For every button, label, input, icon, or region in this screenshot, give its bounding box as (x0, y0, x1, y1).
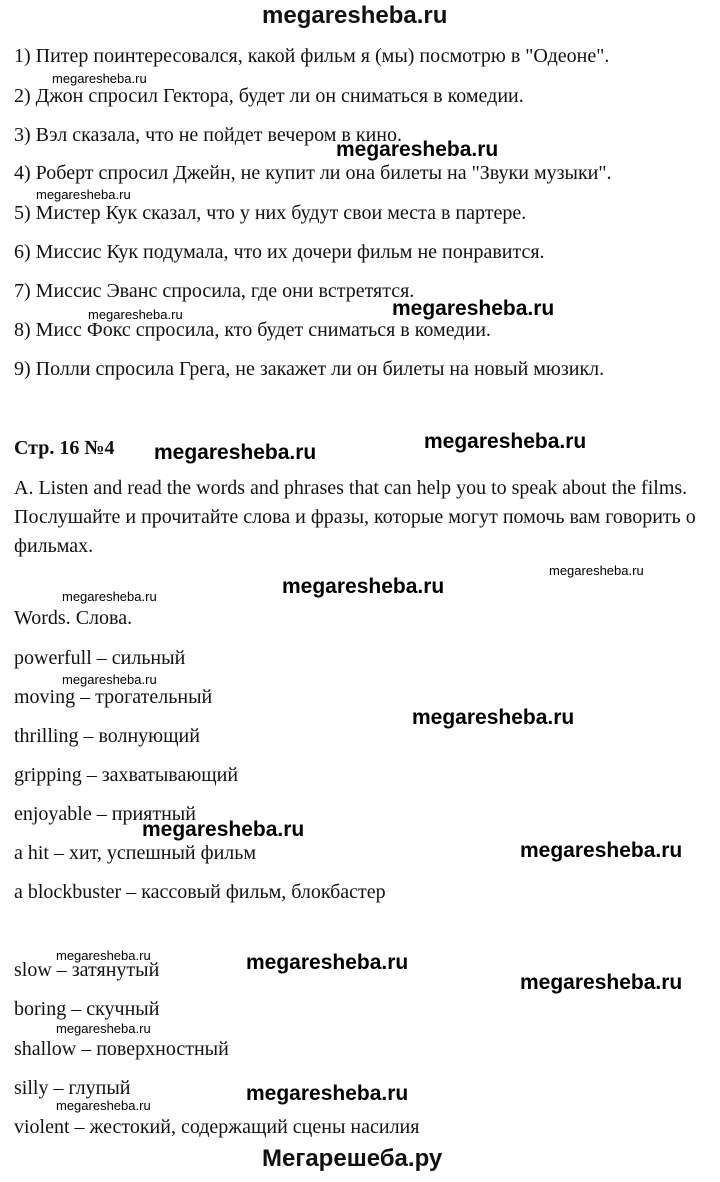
watermark-small: megaresheba.ru (56, 1098, 151, 1113)
word-item: enjoyable – приятный (14, 803, 196, 825)
word-item: thrilling – волнующий (14, 725, 200, 747)
words-label: Words. Слова. (14, 607, 133, 629)
watermark-small: megaresheba.ru (549, 563, 644, 578)
answer-7: 7) Миссис Эванс спросила, где они встретятся. (14, 280, 415, 302)
watermark: megaresheba.ru (282, 575, 445, 598)
word-item: slow – затянутый (14, 959, 160, 981)
answer-3: 3) Вэл сказала, что не пойдет вечером в кино. (14, 124, 402, 146)
word-item: shallow – поверхностный (14, 1038, 229, 1060)
word-item: powerfull – сильный (14, 647, 186, 669)
word-item: gripping – захватывающий (14, 764, 239, 786)
answer-1: 1) Питер поинтересовался, какой фильм я (мы) посмотрю в "Одеоне". (14, 45, 610, 67)
word-item: a hit – хит, успешный фильм (14, 842, 257, 864)
answer-5: 5) Мистер Кук сказал, что у них будут свои места в партере. (14, 202, 527, 224)
watermark: megaresheba.ru (336, 138, 499, 161)
answer-8: 8) Мисс Фокс спросила, кто будет сниматься в комедии. (14, 319, 491, 341)
word-item: a blockbuster – кассовый фильм, блокбастер (14, 881, 386, 903)
header-site-title: megaresheba.ru (262, 2, 448, 29)
watermark-small: megaresheba.ru (62, 589, 157, 604)
answer-4: 4) Роберт спросил Джейн, не купит ли она билеты на "Звуки музыки". (14, 162, 612, 184)
watermark-small: megaresheba.ru (36, 187, 131, 202)
answer-6: 6) Миссис Кук подумала, что их дочери фильм не понравится. (14, 241, 545, 263)
word-item: silly – глупый (14, 1077, 131, 1099)
task-text: A. Listen and read the words and phrases that can help you to speak about the films. Послушайте и прочитайте слова и фразы, которые могут помочь вам говорить о фильмах. (14, 477, 696, 557)
section-heading: Стр. 16 №4 (14, 437, 115, 459)
word-item: violent – жестокий, содержащий сцены насилия (14, 1116, 420, 1138)
watermark: megaresheba.ru (142, 818, 305, 841)
watermark: megaresheba.ru (412, 706, 575, 729)
watermark-small: megaresheba.ru (56, 948, 151, 963)
answer-2: 2) Джон спросил Гектора, будет ли он сниматься в комедии. (14, 85, 524, 107)
watermark-small: megaresheba.ru (52, 71, 147, 86)
watermark: megaresheba.ru (246, 951, 409, 974)
watermark: megaresheba.ru (246, 1082, 409, 1105)
answer-9: 9) Полли спросила Грега, не закажет ли он билеты на новый мюзикл. (14, 358, 605, 380)
watermark: megaresheba.ru (392, 297, 555, 320)
watermark: megaresheba.ru (520, 839, 683, 862)
watermark-small: megaresheba.ru (88, 307, 183, 322)
watermark: megaresheba.ru (520, 971, 683, 994)
word-item: boring – скучный (14, 998, 160, 1020)
word-item: moving – трогательный (14, 686, 213, 708)
watermark-small: megaresheba.ru (62, 672, 157, 687)
watermark: megaresheba.ru (424, 430, 587, 453)
watermark-small: megaresheba.ru (56, 1021, 151, 1036)
watermark: megaresheba.ru (154, 441, 317, 464)
footer-site-title: Мегарешеба.ру (262, 1145, 443, 1172)
